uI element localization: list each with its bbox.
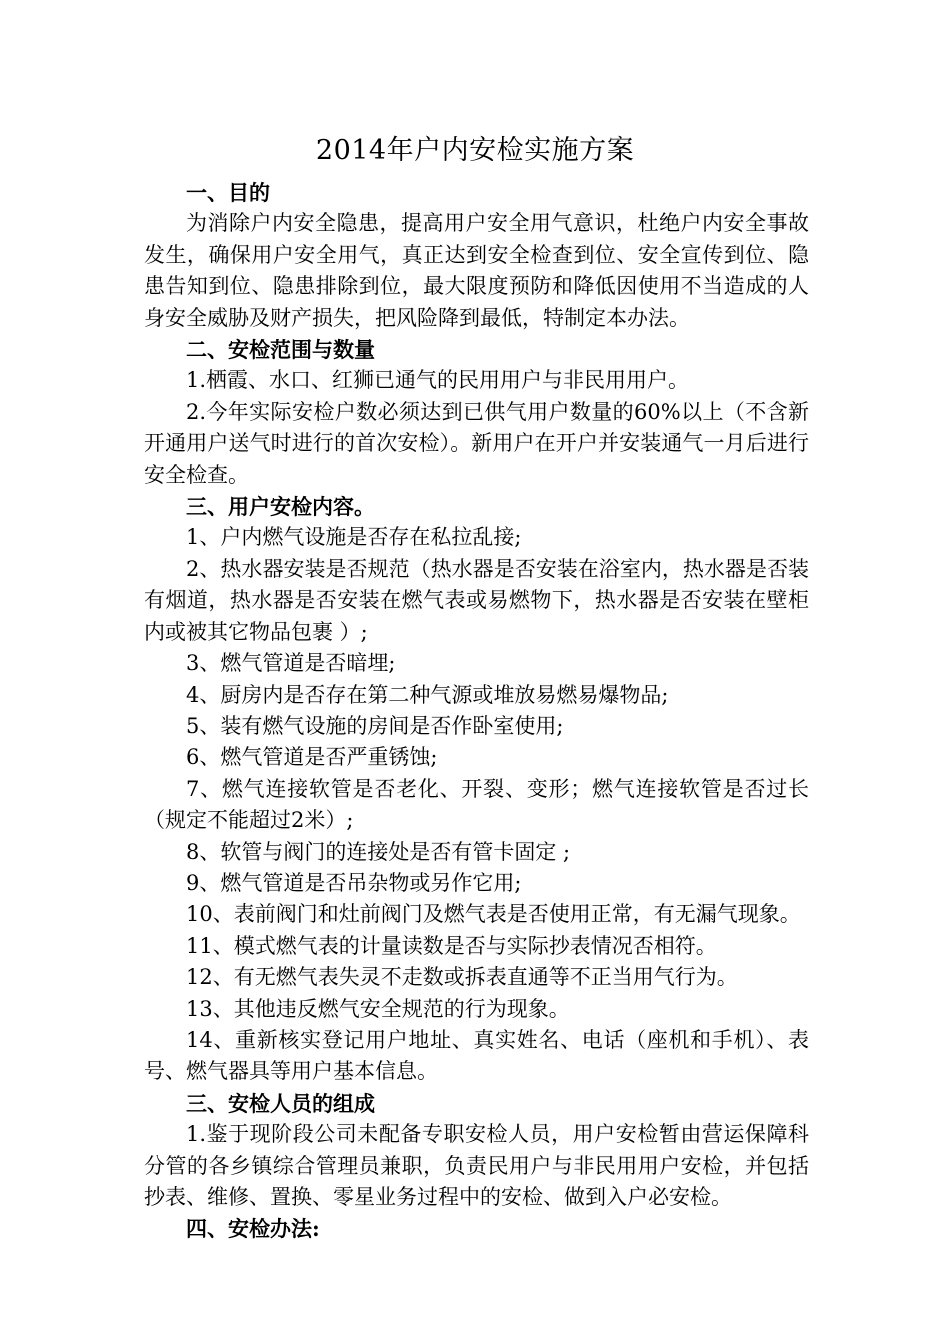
content-item: 3、燃气管道是否暗埋;	[186, 651, 396, 676]
content-item: 9、燃气管道是否吊杂物或另作它用;	[186, 870, 522, 895]
content-item: 13、其他违反燃气安全规范的行为现象。	[186, 996, 570, 1021]
section-heading-scope: 二、安检范围与数量	[186, 337, 375, 363]
section-heading-staff: 三、安检人员的组成	[186, 1090, 375, 1116]
scope-item: 1.栖霞、水口、红狮已通气的民用用户与非民用用户。	[186, 368, 690, 393]
section-heading-method: 四、安检办法:	[186, 1216, 320, 1242]
content-item: 6、燃气管道是否严重锈蚀;	[186, 745, 438, 770]
staff-item: 1.鉴于现阶段公司未配备专职安检人员，用户安检暂由营运保障科分管的各乡镇综合管理员兼职，负责民用户与非民用用户安检，并包括抄表、维修、置换、零星业务过程中的安检、做到入户必安检。	[144, 1122, 809, 1209]
content-item: 5、装有燃气设施的房间是否作卧室使用;	[186, 713, 564, 738]
section-heading-content: 三、用户安检内容。	[186, 494, 375, 520]
content-item: 12、有无燃气表失灵不走数或拆表直通等不正当用气行为。	[186, 965, 738, 990]
content-item: 7、燃气连接软管是否老化、开裂、变形；燃气连接软管是否过长（规定不能超过2米）;	[144, 776, 809, 833]
content-item: 4、厨房内是否存在第二种气源或堆放易燃易爆物品;	[186, 682, 669, 707]
purpose-paragraph: 为消除户内安全隐患，提高用户安全用气意识，杜绝户内安全事故发生，确保用户安全用气，真正达到安全检查到位、安全宣传到位、隐患告知到位、隐患排除到位，最大限度预防和降低因使用不当造成的人身安全威胁及财产损失，把风险降到最低，特制定本办法。	[144, 211, 809, 330]
section-heading-purpose: 一、目的	[186, 180, 270, 205]
content-item: 8、软管与阀门的连接处是否有管卡固定 ;	[186, 839, 571, 864]
content-item: 10、表前阀门和灶前阀门及燃气表是否使用正常，有无漏气现象。	[186, 902, 801, 927]
document-title: 2014年户内安检实施方案	[315, 135, 635, 166]
content-item: 11、模式燃气表的计量读数是否与实际抄表情况否相符。	[186, 933, 717, 958]
scope-item: 2.今年实际安检户数必须达到已供气用户数量的60%以上（不含新开通用户送气时进行的首次安检）。新用户在开户并安装通气一月后进行安全检查。	[144, 399, 809, 487]
content-item: 1、户内燃气设施是否存在私拉乱接;	[186, 525, 522, 550]
content-item: 14、重新核实登记用户地址、真实姓名、电话（座机和手机）、表号、燃气器具等用户基本信息。	[144, 1027, 809, 1084]
document-body	[144, 177, 809, 1245]
content-item: 2、热水器安装是否规范（热水器是否安装在浴室内，热水器是否装有烟道，热水器是否安装在燃气表或易燃物下，热水器是否安装在壁柜内或被其它物品包裹 ）;	[144, 556, 809, 644]
